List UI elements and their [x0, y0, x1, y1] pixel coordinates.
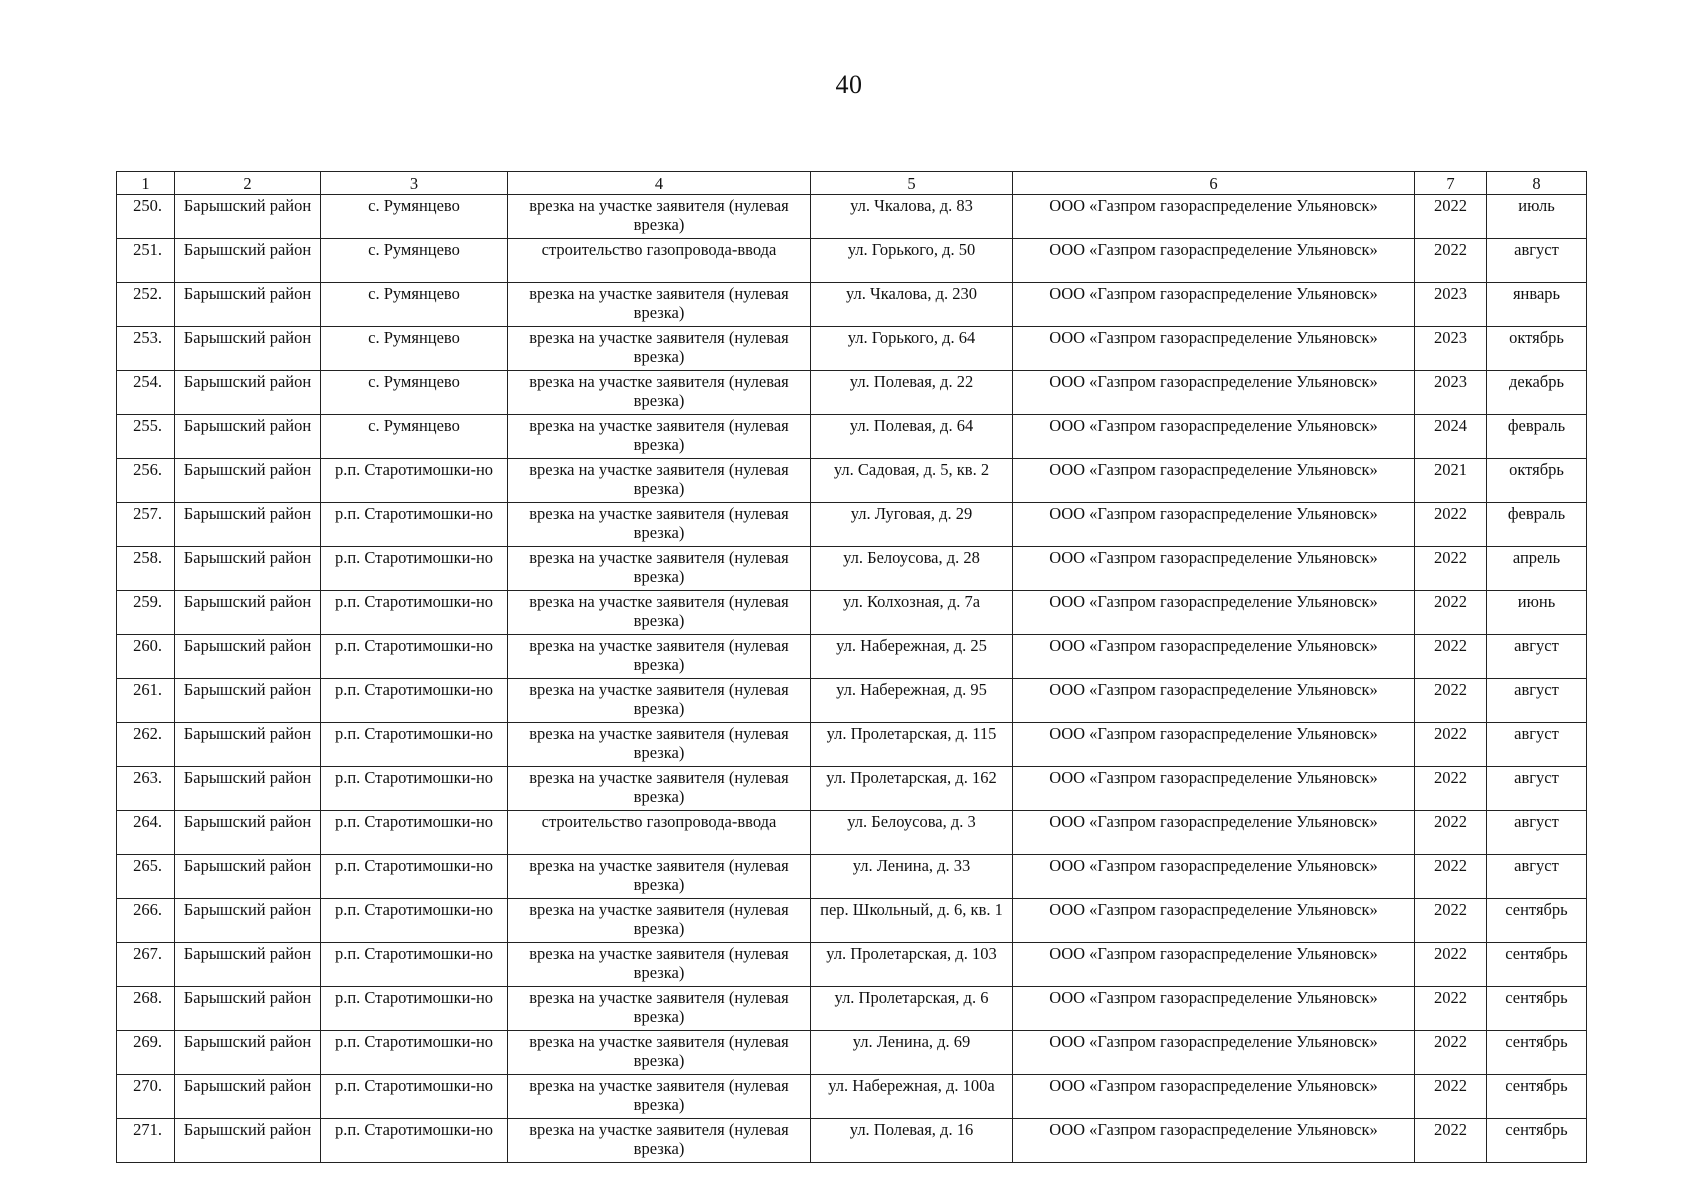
cell-organization: ООО «Газпром газораспределение Ульяновск» — [1013, 811, 1415, 855]
cell-month: август — [1487, 767, 1587, 811]
cell-row-number: 267. — [117, 943, 175, 987]
cell-work-type: врезка на участке заявителя (нулевая врезка) — [508, 943, 811, 987]
cell-work-type: врезка на участке заявителя (нулевая врезка) — [508, 283, 811, 327]
cell-settlement: р.п. Старотимошки-но — [321, 899, 508, 943]
cell-year: 2022 — [1415, 503, 1487, 547]
cell-organization: ООО «Газпром газораспределение Ульяновск» — [1013, 283, 1415, 327]
cell-district: Барышский район — [175, 723, 321, 767]
cell-organization: ООО «Газпром газораспределение Ульяновск» — [1013, 767, 1415, 811]
cell-month: октябрь — [1487, 327, 1587, 371]
cell-row-number: 270. — [117, 1075, 175, 1119]
cell-organization: ООО «Газпром газораспределение Ульяновск» — [1013, 723, 1415, 767]
table-row — [117, 195, 1587, 239]
cell-district: Барышский район — [175, 899, 321, 943]
cell-address: ул. Луговая, д. 29 — [811, 503, 1013, 547]
cell-address: ул. Чкалова, д. 83 — [811, 195, 1013, 239]
cell-year: 2022 — [1415, 591, 1487, 635]
cell-organization: ООО «Газпром газораспределение Ульяновск» — [1013, 547, 1415, 591]
cell-organization: ООО «Газпром газораспределение Ульяновск» — [1013, 591, 1415, 635]
cell-year: 2022 — [1415, 1075, 1487, 1119]
cell-district: Барышский район — [175, 1075, 321, 1119]
cell-organization: ООО «Газпром газораспределение Ульяновск» — [1013, 1119, 1415, 1163]
cell-month: февраль — [1487, 415, 1587, 459]
cell-year: 2022 — [1415, 987, 1487, 1031]
cell-address: ул. Ленина, д. 33 — [811, 855, 1013, 899]
cell-address: ул. Колхозная, д. 7а — [811, 591, 1013, 635]
column-number-header-row — [117, 172, 1587, 195]
cell-address: ул. Пролетарская, д. 162 — [811, 767, 1013, 811]
table-row — [117, 239, 1587, 283]
table-row — [117, 723, 1587, 767]
table-body — [117, 195, 1587, 1163]
cell-organization: ООО «Газпром газораспределение Ульяновск» — [1013, 327, 1415, 371]
header-col-5: 5 — [811, 172, 1013, 195]
cell-row-number: 263. — [117, 767, 175, 811]
cell-work-type: врезка на участке заявителя (нулевая врезка) — [508, 635, 811, 679]
cell-work-type: строительство газопровода-ввода — [508, 239, 811, 283]
cell-settlement: р.п. Старотимошки-но — [321, 1031, 508, 1075]
cell-month: август — [1487, 239, 1587, 283]
cell-row-number: 257. — [117, 503, 175, 547]
cell-work-type: врезка на участке заявителя (нулевая врезка) — [508, 591, 811, 635]
cell-year: 2022 — [1415, 899, 1487, 943]
header-col-7: 7 — [1415, 172, 1487, 195]
header-col-8: 8 — [1487, 172, 1587, 195]
cell-month: август — [1487, 679, 1587, 723]
cell-row-number: 271. — [117, 1119, 175, 1163]
header-col-4: 4 — [508, 172, 811, 195]
cell-row-number: 260. — [117, 635, 175, 679]
cell-district: Барышский район — [175, 503, 321, 547]
cell-work-type: врезка на участке заявителя (нулевая врезка) — [508, 679, 811, 723]
cell-address: ул. Набережная, д. 25 — [811, 635, 1013, 679]
cell-year: 2022 — [1415, 239, 1487, 283]
cell-organization: ООО «Газпром газораспределение Ульяновск» — [1013, 899, 1415, 943]
cell-year: 2022 — [1415, 767, 1487, 811]
cell-district: Барышский район — [175, 767, 321, 811]
cell-row-number: 256. — [117, 459, 175, 503]
cell-work-type: врезка на участке заявителя (нулевая врезка) — [508, 503, 811, 547]
cell-year: 2022 — [1415, 547, 1487, 591]
cell-row-number: 253. — [117, 327, 175, 371]
cell-district: Барышский район — [175, 195, 321, 239]
table-row — [117, 591, 1587, 635]
table-row — [117, 1119, 1587, 1163]
cell-work-type: врезка на участке заявителя (нулевая врезка) — [508, 415, 811, 459]
cell-month: август — [1487, 811, 1587, 855]
cell-row-number: 252. — [117, 283, 175, 327]
cell-organization: ООО «Газпром газораспределение Ульяновск» — [1013, 679, 1415, 723]
cell-month: июнь — [1487, 591, 1587, 635]
cell-district: Барышский район — [175, 811, 321, 855]
cell-district: Барышский район — [175, 943, 321, 987]
cell-settlement: р.п. Старотимошки-но — [321, 1119, 508, 1163]
cell-district: Барышский район — [175, 1119, 321, 1163]
cell-work-type: врезка на участке заявителя (нулевая врезка) — [508, 1031, 811, 1075]
table-row — [117, 327, 1587, 371]
cell-address: ул. Набережная, д. 95 — [811, 679, 1013, 723]
cell-settlement: р.п. Старотимошки-но — [321, 987, 508, 1031]
cell-year: 2022 — [1415, 723, 1487, 767]
cell-settlement: р.п. Старотимошки-но — [321, 547, 508, 591]
cell-month: апрель — [1487, 547, 1587, 591]
cell-month: сентябрь — [1487, 943, 1587, 987]
cell-district: Барышский район — [175, 283, 321, 327]
cell-month: январь — [1487, 283, 1587, 327]
cell-work-type: врезка на участке заявителя (нулевая врезка) — [508, 327, 811, 371]
cell-year: 2024 — [1415, 415, 1487, 459]
cell-settlement: р.п. Старотимошки-но — [321, 635, 508, 679]
table-row — [117, 503, 1587, 547]
header-col-2: 2 — [175, 172, 321, 195]
cell-year: 2023 — [1415, 371, 1487, 415]
cell-settlement: с. Румянцево — [321, 283, 508, 327]
cell-work-type: строительство газопровода-ввода — [508, 811, 811, 855]
cell-organization: ООО «Газпром газораспределение Ульяновск» — [1013, 855, 1415, 899]
cell-row-number: 251. — [117, 239, 175, 283]
cell-work-type: врезка на участке заявителя (нулевая врезка) — [508, 371, 811, 415]
cell-work-type: врезка на участке заявителя (нулевая врезка) — [508, 855, 811, 899]
cell-district: Барышский район — [175, 1031, 321, 1075]
header-col-6: 6 — [1013, 172, 1415, 195]
cell-work-type: врезка на участке заявителя (нулевая врезка) — [508, 547, 811, 591]
cell-work-type: врезка на участке заявителя (нулевая врезка) — [508, 1119, 811, 1163]
cell-month: сентябрь — [1487, 987, 1587, 1031]
cell-row-number: 255. — [117, 415, 175, 459]
cell-district: Барышский район — [175, 547, 321, 591]
cell-settlement: р.п. Старотимошки-но — [321, 811, 508, 855]
table-row — [117, 1075, 1587, 1119]
cell-row-number: 261. — [117, 679, 175, 723]
cell-settlement: р.п. Старотимошки-но — [321, 1075, 508, 1119]
table-row — [117, 1031, 1587, 1075]
cell-address: ул. Пролетарская, д. 115 — [811, 723, 1013, 767]
cell-settlement: с. Румянцево — [321, 327, 508, 371]
cell-organization: ООО «Газпром газораспределение Ульяновск» — [1013, 987, 1415, 1031]
cell-month: сентябрь — [1487, 1119, 1587, 1163]
cell-year: 2021 — [1415, 459, 1487, 503]
cell-address: ул. Чкалова, д. 230 — [811, 283, 1013, 327]
table-row — [117, 811, 1587, 855]
cell-address: ул. Пролетарская, д. 103 — [811, 943, 1013, 987]
cell-row-number: 268. — [117, 987, 175, 1031]
cell-work-type: врезка на участке заявителя (нулевая врезка) — [508, 195, 811, 239]
cell-district: Барышский район — [175, 239, 321, 283]
page-number: 40 — [835, 70, 863, 99]
cell-month: сентябрь — [1487, 1075, 1587, 1119]
cell-district: Барышский район — [175, 327, 321, 371]
cell-year: 2023 — [1415, 327, 1487, 371]
table-row — [117, 987, 1587, 1031]
cell-month: февраль — [1487, 503, 1587, 547]
cell-year: 2022 — [1415, 811, 1487, 855]
cell-address: ул. Белоусова, д. 28 — [811, 547, 1013, 591]
cell-address: ул. Горького, д. 64 — [811, 327, 1013, 371]
cell-year: 2022 — [1415, 679, 1487, 723]
table-row — [117, 767, 1587, 811]
cell-row-number: 254. — [117, 371, 175, 415]
cell-year: 2022 — [1415, 1031, 1487, 1075]
cell-year: 2023 — [1415, 283, 1487, 327]
table-row — [117, 415, 1587, 459]
table-row — [117, 459, 1587, 503]
cell-month: август — [1487, 855, 1587, 899]
cell-row-number: 258. — [117, 547, 175, 591]
cell-settlement: р.п. Старотимошки-но — [321, 679, 508, 723]
table-row — [117, 899, 1587, 943]
cell-address: ул. Полевая, д. 16 — [811, 1119, 1013, 1163]
cell-district: Барышский район — [175, 635, 321, 679]
table-row — [117, 635, 1587, 679]
cell-organization: ООО «Газпром газораспределение Ульяновск» — [1013, 1075, 1415, 1119]
table-row — [117, 371, 1587, 415]
cell-month: декабрь — [1487, 371, 1587, 415]
table-row — [117, 283, 1587, 327]
cell-work-type: врезка на участке заявителя (нулевая врезка) — [508, 723, 811, 767]
cell-row-number: 250. — [117, 195, 175, 239]
header-col-1: 1 — [117, 172, 175, 195]
cell-organization: ООО «Газпром газораспределение Ульяновск» — [1013, 503, 1415, 547]
table-row — [117, 547, 1587, 591]
cell-organization: ООО «Газпром газораспределение Ульяновск» — [1013, 459, 1415, 503]
cell-year: 2022 — [1415, 943, 1487, 987]
cell-district: Барышский район — [175, 371, 321, 415]
cell-organization: ООО «Газпром газораспределение Ульяновск» — [1013, 635, 1415, 679]
cell-district: Барышский район — [175, 459, 321, 503]
table-row — [117, 679, 1587, 723]
cell-organization: ООО «Газпром газораспределение Ульяновск» — [1013, 371, 1415, 415]
cell-settlement: р.п. Старотимошки-но — [321, 855, 508, 899]
cell-organization: ООО «Газпром газораспределение Ульяновск» — [1013, 195, 1415, 239]
cell-row-number: 265. — [117, 855, 175, 899]
cell-settlement: с. Румянцево — [321, 195, 508, 239]
cell-row-number: 264. — [117, 811, 175, 855]
cell-work-type: врезка на участке заявителя (нулевая врезка) — [508, 987, 811, 1031]
cell-row-number: 262. — [117, 723, 175, 767]
cell-work-type: врезка на участке заявителя (нулевая врезка) — [508, 459, 811, 503]
cell-address: ул. Полевая, д. 22 — [811, 371, 1013, 415]
cell-settlement: р.п. Старотимошки-но — [321, 459, 508, 503]
cell-address: ул. Полевая, д. 64 — [811, 415, 1013, 459]
cell-row-number: 269. — [117, 1031, 175, 1075]
cell-settlement: с. Румянцево — [321, 239, 508, 283]
cell-settlement: р.п. Старотимошки-но — [321, 723, 508, 767]
table-row — [117, 855, 1587, 899]
cell-settlement: р.п. Старотимошки-но — [321, 503, 508, 547]
cell-district: Барышский район — [175, 855, 321, 899]
cell-work-type: врезка на участке заявителя (нулевая врезка) — [508, 1075, 811, 1119]
gas-connection-table — [116, 171, 1587, 1163]
cell-work-type: врезка на участке заявителя (нулевая врезка) — [508, 767, 811, 811]
cell-row-number: 266. — [117, 899, 175, 943]
cell-month: сентябрь — [1487, 899, 1587, 943]
cell-month: август — [1487, 635, 1587, 679]
table-row — [117, 943, 1587, 987]
cell-address: ул. Садовая, д. 5, кв. 2 — [811, 459, 1013, 503]
cell-organization: ООО «Газпром газораспределение Ульяновск» — [1013, 239, 1415, 283]
cell-year: 2022 — [1415, 855, 1487, 899]
cell-year: 2022 — [1415, 635, 1487, 679]
cell-row-number: 259. — [117, 591, 175, 635]
header-col-3: 3 — [321, 172, 508, 195]
cell-settlement: р.п. Старотимошки-но — [321, 943, 508, 987]
cell-district: Барышский район — [175, 679, 321, 723]
cell-month: сентябрь — [1487, 1031, 1587, 1075]
cell-district: Барышский район — [175, 987, 321, 1031]
cell-address: ул. Набережная, д. 100а — [811, 1075, 1013, 1119]
cell-settlement: с. Румянцево — [321, 415, 508, 459]
cell-year: 2022 — [1415, 195, 1487, 239]
cell-settlement: р.п. Старотимошки-но — [321, 767, 508, 811]
cell-address: ул. Горького, д. 50 — [811, 239, 1013, 283]
cell-year: 2022 — [1415, 1119, 1487, 1163]
cell-district: Барышский район — [175, 415, 321, 459]
cell-district: Барышский район — [175, 591, 321, 635]
cell-address: пер. Школьный, д. 6, кв. 1 — [811, 899, 1013, 943]
cell-address: ул. Пролетарская, д. 6 — [811, 987, 1013, 1031]
cell-organization: ООО «Газпром газораспределение Ульяновск» — [1013, 415, 1415, 459]
cell-work-type: врезка на участке заявителя (нулевая врезка) — [508, 899, 811, 943]
cell-organization: ООО «Газпром газораспределение Ульяновск» — [1013, 1031, 1415, 1075]
cell-month: август — [1487, 723, 1587, 767]
cell-organization: ООО «Газпром газораспределение Ульяновск» — [1013, 943, 1415, 987]
cell-address: ул. Ленина, д. 69 — [811, 1031, 1013, 1075]
cell-address: ул. Белоусова, д. 3 — [811, 811, 1013, 855]
cell-settlement: с. Румянцево — [321, 371, 508, 415]
cell-settlement: р.п. Старотимошки-но — [321, 591, 508, 635]
cell-month: октябрь — [1487, 459, 1587, 503]
cell-month: июль — [1487, 195, 1587, 239]
